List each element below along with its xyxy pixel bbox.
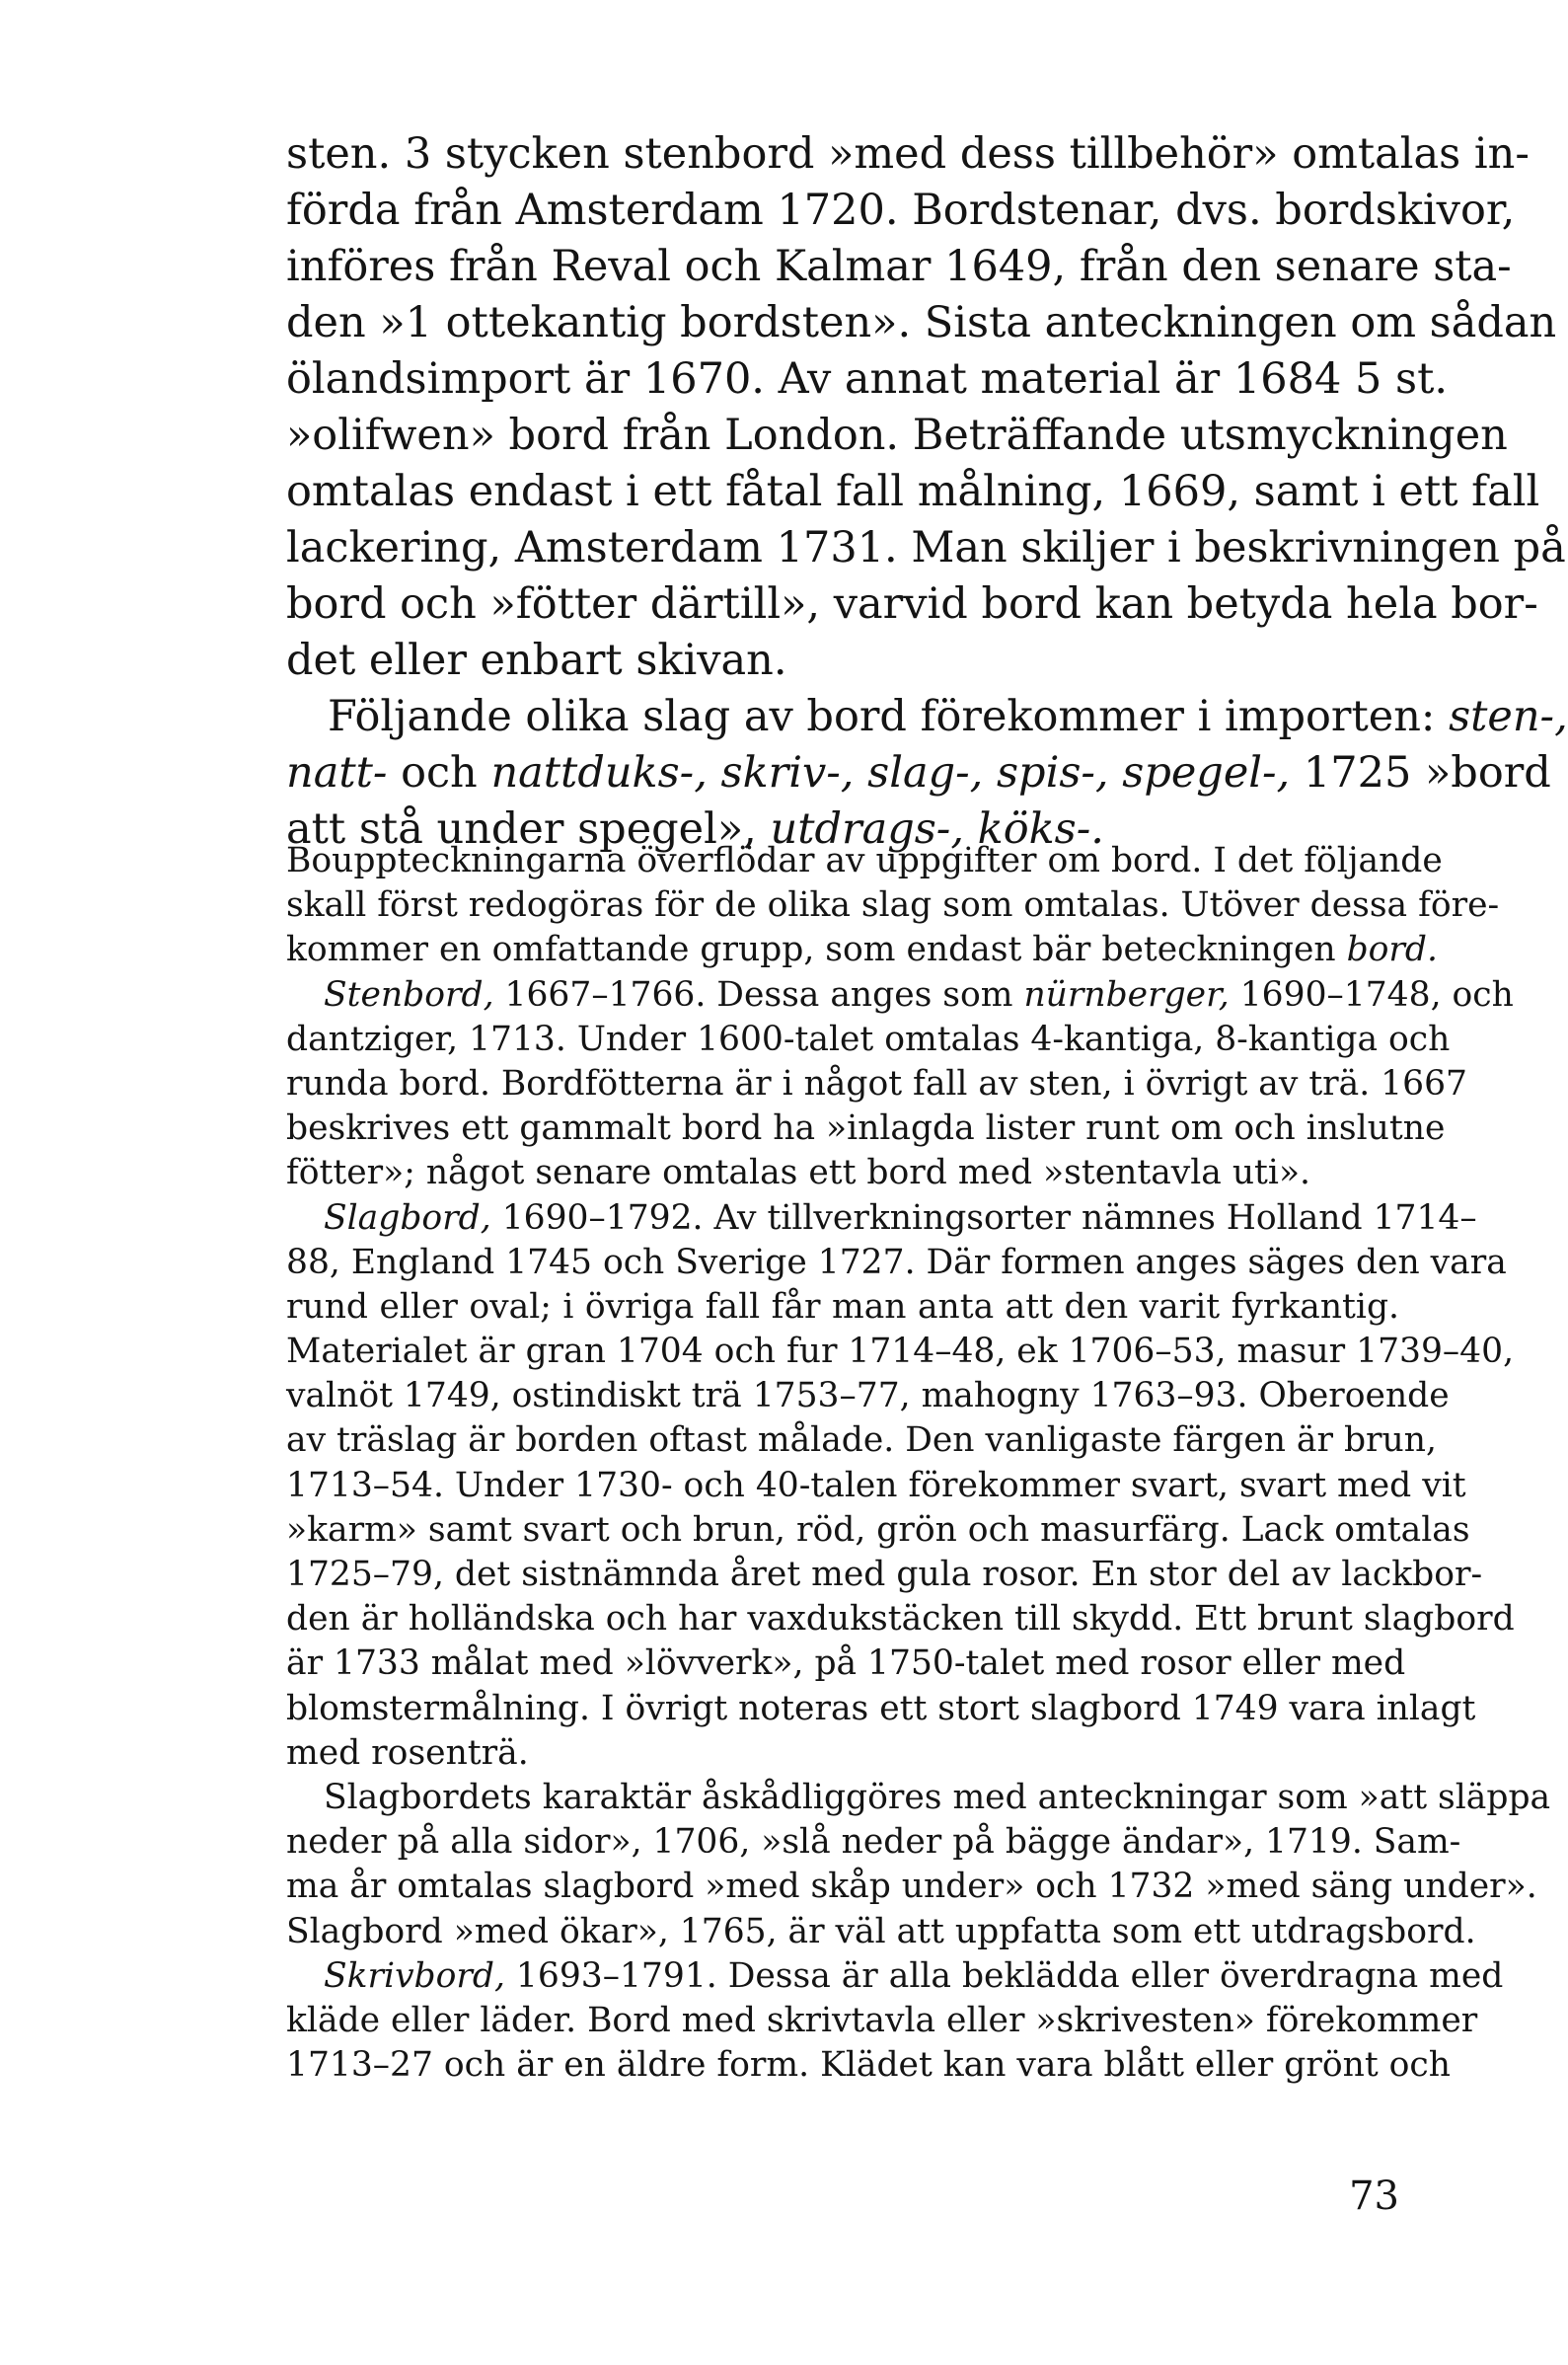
text-line: det eller enbart skivan. [286, 636, 787, 685]
italic-term: nürnberger, [1023, 974, 1230, 1015]
paragraph [286, 689, 1568, 858]
text-line: neder på alla sidor», 1706, »slå neder på bägge ändar», 1719. Sam- [286, 1822, 1461, 1863]
text-line: sten. 3 stycken stenbord »med dess tillbehör» omtalas in- [286, 129, 1530, 179]
text-line: skall först redogöras för de olika slag som omtalas. Utöver dessa före- [286, 885, 1500, 926]
text-line: 1713–27 och är en äldre form. Klädet kan vara blått eller grönt och [286, 2045, 1451, 2086]
text-line: är 1733 målat med »lövverk», på 1750-talet med rosor eller med [286, 1643, 1406, 1684]
text-line: blomstermålning. I övrigt noteras ett stort slagbord 1749 vara inlagt [286, 1688, 1476, 1728]
text-line: rund eller oval; i övriga fall får man anta att den varit fyrkantig. [286, 1286, 1399, 1327]
text-line: dantziger, 1713. Under 1600-talet omtalas 4-kantiga, 8-kantiga och [286, 1019, 1451, 1059]
italic-term: nattduks-, skriv-, slag-, spis-, spegel-, [490, 748, 1291, 798]
paragraph [286, 1954, 1504, 2089]
text-line: den »1 ottekantig bordsten». Sista anteckningen om sådan [286, 298, 1557, 347]
italic-term: Skrivbord, [324, 1955, 505, 1996]
text-line: valnöt 1749, ostindiskt trä 1753–77, mahogny 1763–93. Oberoende [286, 1376, 1450, 1416]
text-run: kommer en omfattande grupp, som endast bär beteckningen [286, 930, 1347, 970]
italic-term: bord. [1346, 930, 1438, 970]
text-line: lackering, Amsterdam 1731. Man skiljer i beskrivningen på [286, 523, 1566, 572]
text-run: 1667–1766. Dessa anges som [493, 974, 1024, 1015]
text-line: av träslag är borden oftast målade. Den vanligaste färgen är brun, [286, 1420, 1437, 1461]
text-line: 1713–54. Under 1730- och 40-talen förekommer svart, svart med vit [286, 1465, 1466, 1505]
text-run: och [387, 748, 491, 798]
text-line [286, 689, 1568, 745]
text-run: 1690–1748, och [1229, 974, 1514, 1015]
text-line: 1725–79, det sistnämnda året med gula rosor. En stor del av lackbor- [286, 1555, 1483, 1594]
italic-term: Stenbord, [324, 974, 494, 1015]
paragraph [286, 1196, 1515, 1776]
text-line: 88, England 1745 och Sverige 1727. Där formen anges säges den vara [286, 1242, 1507, 1282]
text-line: förda från Amsterdam 1720. Bordstenar, dvs. bordskivor, [286, 186, 1516, 235]
italic-term: Slagbord, [324, 1197, 491, 1238]
text-line [286, 928, 1438, 972]
body-text-small [286, 839, 1551, 2088]
text-line: bord och »fötter därtill», varvid bord kan betyda hela bor- [286, 579, 1538, 629]
text-line: beskrives ett gammalt bord ha »inlagda lister runt om och inslutne [286, 1108, 1446, 1149]
italic-term: sten-, [1449, 692, 1568, 741]
text-line: »olifwen» bord från London. Beträffande utsmyckningen [286, 411, 1508, 460]
text-line: Slagbordets karaktär åskådliggöres med anteckningar som »att släppa [324, 1777, 1551, 1817]
text-run: att stå under spegel», [286, 804, 771, 854]
text-line: ölandsimport är 1670. Av annat material är 1684 5 st. [286, 354, 1449, 404]
paragraph [286, 1776, 1551, 1954]
text-line: ma år omtalas slagbord »med skåp under» och 1732 »med säng under». [286, 1867, 1537, 1907]
text-run: 1693–1791. Dessa är alla beklädda eller överdragna med [504, 1955, 1504, 1996]
text-line [286, 973, 1514, 1018]
italic-term: natt- [286, 748, 388, 798]
text-line: omtalas endast i ett fåtal fall målning, 1669, samt i ett fall [286, 467, 1540, 516]
text-line: Materialet är gran 1704 och fur 1714–48, ek 1706–53, masur 1739–40, [286, 1332, 1515, 1372]
body-text-large [286, 126, 1568, 858]
text-line: Slagbord »med ökar», 1765, är väl att uppfatta som ett utdragsbord. [286, 1911, 1476, 1951]
text-line: »karm» samt svart och brun, röd, grön och masurfärg. Lack omtalas [286, 1509, 1470, 1550]
text-line: införes från Reval och Kalmar 1649, från den senare sta- [286, 242, 1512, 291]
text-line [286, 1196, 1477, 1241]
text-run: 1690–1792. Av tillverkningsorter nämnes Holland 1714– [490, 1197, 1477, 1238]
paragraph [286, 126, 1566, 689]
text-line: med rosenträ. [286, 1732, 529, 1773]
text-line: kläde eller läder. Bord med skrivtavla eller »skrivesten» förekommer [286, 2000, 1478, 2040]
text-line: runda bord. Bordfötterna är i något fall av sten, i övrigt av trä. 1667 [286, 1063, 1467, 1104]
paragraph [286, 973, 1514, 1196]
text-run: 1725 »bord [1290, 748, 1551, 798]
paragraph [286, 839, 1500, 973]
page-number: 73 [1349, 2174, 1399, 2219]
text-line: Bouppteckningarna överflödar av uppgifter om bord. I det följande [286, 841, 1443, 880]
italic-term: utdrags-, köks-. [770, 804, 1104, 854]
text-line: den är holländska och har vaxdukstäcken till skydd. Ett brunt slagbord [286, 1599, 1515, 1640]
text-run: Följande olika slag av bord förekommer i importen: [328, 692, 1450, 741]
text-line [286, 745, 1551, 801]
text-line [286, 1954, 1504, 1999]
text-line: fötter»; något senare omtalas ett bord med »stentavla uti». [286, 1153, 1311, 1193]
